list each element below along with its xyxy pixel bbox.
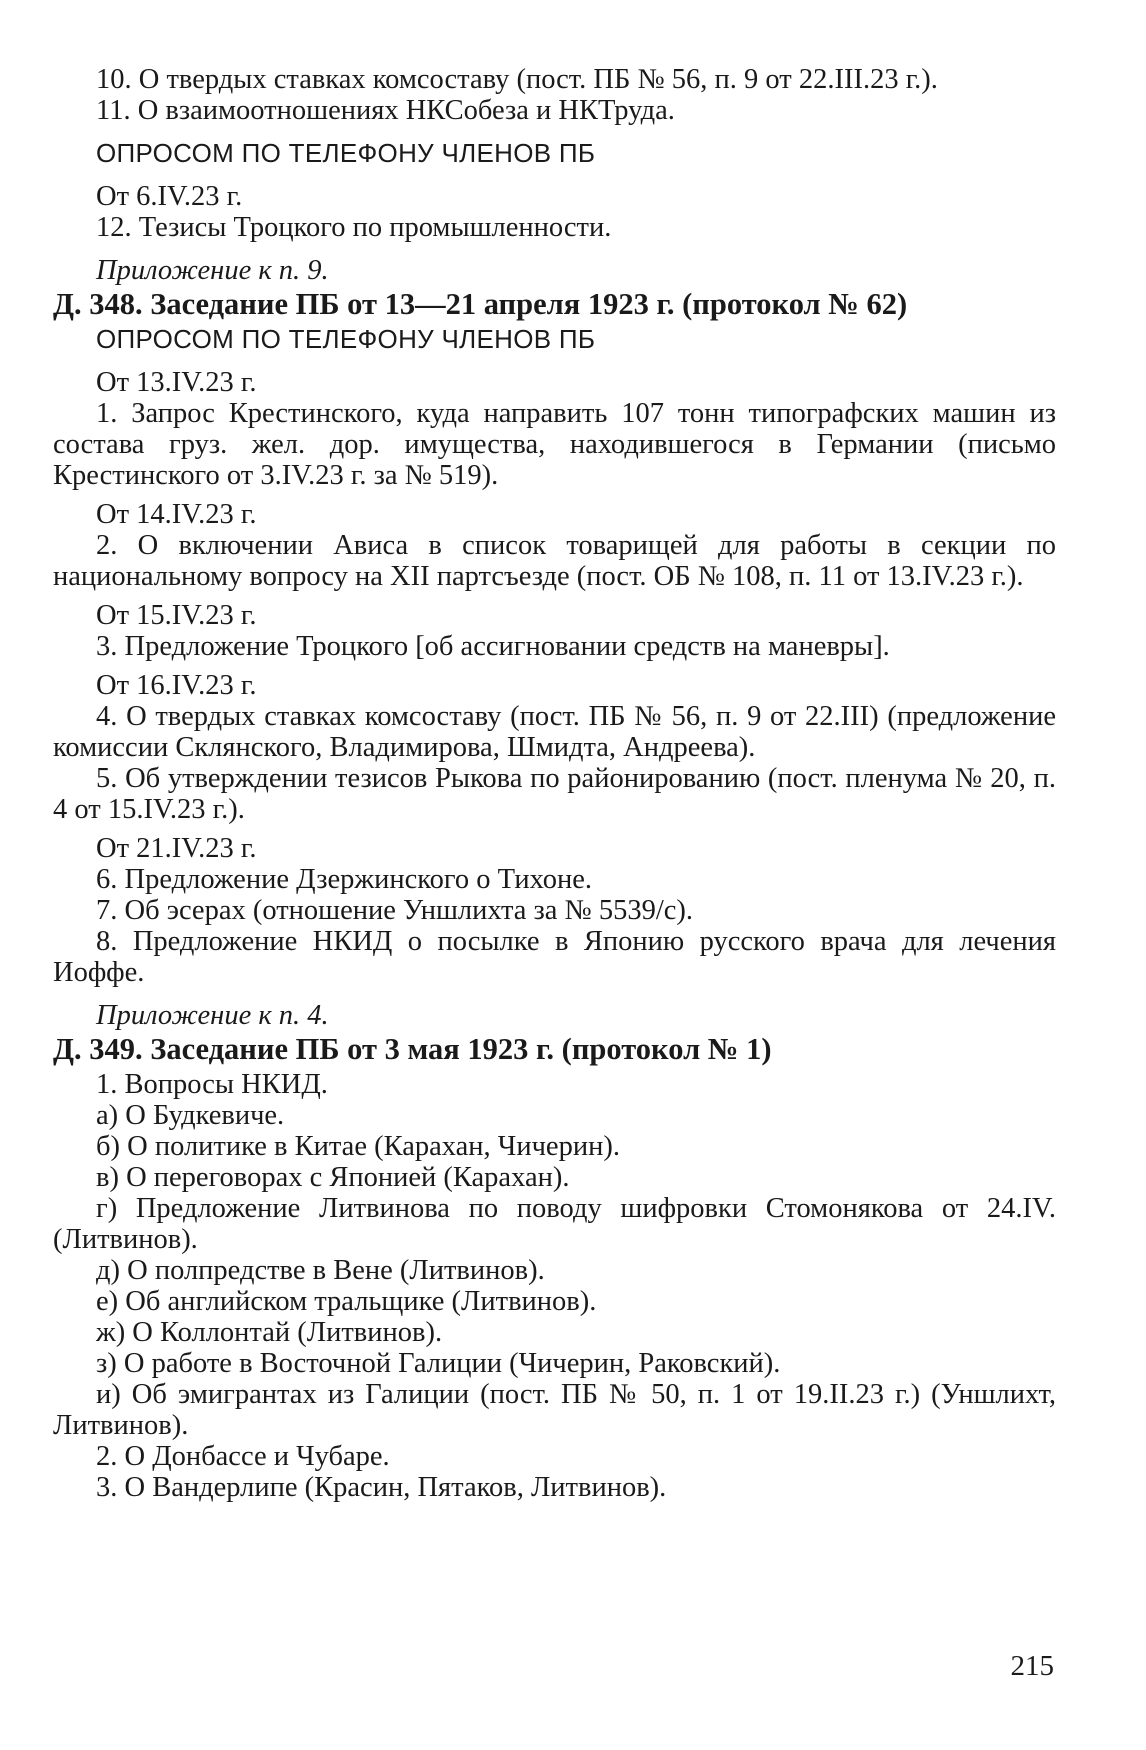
page-number: 215 bbox=[1010, 1650, 1054, 1682]
sub-item: и) Об эмигрантах из Галиции (пост. ПБ № 50, п. 1 от 19.II.23 г.) (Уншлихт, Литвинов). bbox=[53, 1379, 1056, 1441]
list-item: 4. О твердых ставках комсоставу (пост. ПБ № 56, п. 9 от 22.III) (предложение комиссии Склянского, Владимирова, Шмидта, Андреева). bbox=[53, 701, 1056, 763]
poll-date: От 14.IV.23 г. bbox=[96, 499, 257, 530]
list-item: 8. Предложение НКИД о посылке в Японию русского врача для лечения Иоффе. bbox=[53, 926, 1056, 988]
sub-item: з) О работе в Восточной Галиции (Чичерин, Раковский). bbox=[96, 1348, 781, 1379]
list-item: 5. Об утверждении тезисов Рыкова по районированию (пост. пленума № 20, п. 4 от 15.IV.23 г.). bbox=[53, 763, 1056, 825]
sub-item: а) О Будкевиче. bbox=[96, 1100, 285, 1131]
poll-date: От 21.IV.23 г. bbox=[96, 833, 257, 864]
poll-date: От 15.IV.23 г. bbox=[96, 600, 257, 631]
sub-item: д) О полпредстве в Вене (Литвинов). bbox=[96, 1255, 545, 1286]
list-item: 3. Предложение Троцкого [об ассигновании средств на маневры]. bbox=[96, 631, 890, 662]
sub-item: в) О переговорах с Японией (Карахан). bbox=[96, 1162, 570, 1193]
list-item: 2. О Донбассе и Чубаре. bbox=[96, 1441, 390, 1472]
sub-item: б) О политике в Китае (Карахан, Чичерин). bbox=[96, 1131, 620, 1162]
appendix-note: Приложение к п. 9. bbox=[96, 255, 329, 286]
list-item: 3. О Вандерлипе (Красин, Пятаков, Литвинов). bbox=[96, 1472, 667, 1503]
list-item: 12. Тезисы Троцкого по промышленности. bbox=[96, 212, 612, 243]
list-item: 1. Вопросы НКИД. bbox=[96, 1069, 328, 1100]
list-item: 2. О включении Ависа в список товарищей для работы в секции по национальному вопросу на XII партсъезде (пост. ОБ № 108, п. 11 от 13.IV.23 г.). bbox=[53, 530, 1056, 592]
list-item: 6. Предложение Дзержинского о Тихоне. bbox=[96, 864, 593, 895]
sub-item: ж) О Коллонтай (Литвинов). bbox=[96, 1317, 443, 1348]
section-heading-d349: Д. 349. Заседание ПБ от 3 мая 1923 г. (протокол № 1) bbox=[53, 1032, 772, 1066]
poll-date: От 6.IV.23 г. bbox=[96, 181, 243, 212]
appendix-note: Приложение к п. 4. bbox=[96, 1000, 329, 1031]
sub-item: г) Предложение Литвинова по поводу шифровки Стомонякова от 24.IV. (Литвинов). bbox=[53, 1193, 1056, 1255]
poll-date: От 16.IV.23 г. bbox=[96, 670, 257, 701]
document-body bbox=[53, 64, 1056, 1503]
phone-poll-label: ОПРОСОМ ПО ТЕЛЕФОНУ ЧЛЕНОВ ПБ bbox=[96, 324, 596, 354]
list-item: 7. Об эсерах (отношение Уншлихта за № 5539/с). bbox=[96, 895, 694, 926]
phone-poll-label: ОПРОСОМ ПО ТЕЛЕФОНУ ЧЛЕНОВ ПБ bbox=[96, 138, 596, 168]
list-item: 10. О твердых ставках комсоставу (пост. ПБ № 56, п. 9 от 22.III.23 г.). bbox=[96, 64, 938, 95]
section-heading-d348: Д. 348. Заседание ПБ от 13—21 апреля 1923 г. (протокол № 62) bbox=[53, 287, 908, 321]
list-item: 11. О взаимоотношениях НКСобеза и НКТруда. bbox=[96, 95, 675, 126]
poll-date: От 13.IV.23 г. bbox=[96, 367, 257, 398]
sub-item: е) Об английском тральщике (Литвинов). bbox=[96, 1286, 597, 1317]
list-item: 1. Запрос Крестинского, куда направить 107 тонн типографских машин из состава груз. жел. дор. имущества, находившегося в Германии (письмо Крестинского от 3.IV.23 г. за № 519). bbox=[53, 398, 1056, 491]
